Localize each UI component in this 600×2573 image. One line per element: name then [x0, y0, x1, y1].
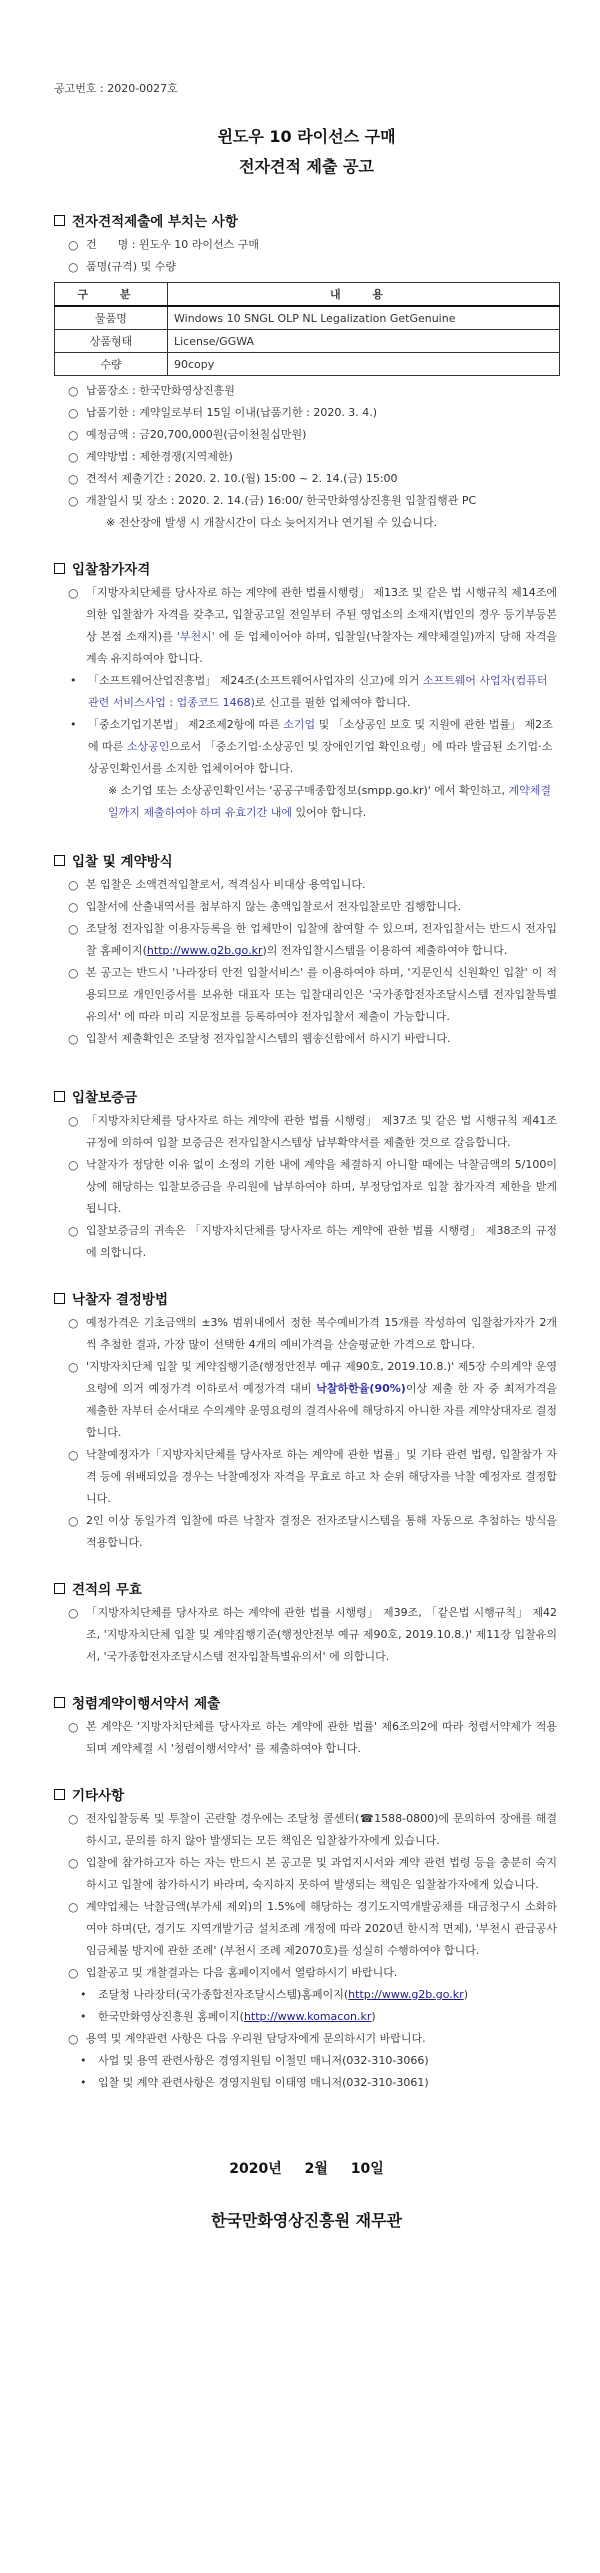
section-heading: 낙찰자 결정방법: [54, 1288, 557, 1308]
note-text: ※ 소기업 또는 소상공인확인서는 '공공구매종합정보(smpp.go.kr)' 에서 확인하고, 계약체결일까지 제출하여야 하며 유효기간 내에 있어야 합니다.: [108, 784, 552, 819]
table-row: [55, 330, 560, 353]
square-bullet-icon: [54, 855, 65, 866]
highlight-text: 소상공인: [126, 740, 170, 753]
g2b-link[interactable]: http://www.g2b.go.kr: [146, 944, 263, 957]
list-item: ○ 예정금액 : 금20,700,000원(금이천칠십만원): [56, 424, 557, 446]
circle-bullet-icon: ○: [68, 900, 79, 914]
section-bidding-method: [56, 850, 557, 1050]
section-invalid-quote: [56, 1578, 557, 1668]
highlight-text: 소기업: [283, 718, 316, 731]
list-item: ○ 조달청 전자입찰 이용자등록을 한 업체만이 입찰에 참여할 수 있으며, 전자입찰서는 반드시 전자입찰 홈페이지(http://www.g2b.go.kr)의 전자입찰시스템을 이용하여 제출하여야 합니다.: [56, 918, 557, 962]
list-item: ○ 전자입찰등록 및 투찰이 곤란할 경우에는 조달청 콜센터(☎1588-0800)에 문의하여 장애를 해결하시고, 문의를 하지 않아 발생되는 모든 책임은 입찰참가자에게 있습니다.: [56, 1808, 557, 1852]
list-item: ○ 건 명 : 윈도우 10 라이선스 구매: [56, 234, 557, 256]
square-bullet-icon: [54, 1697, 65, 1708]
circle-bullet-icon: ○: [68, 586, 79, 600]
list-item: ○ 용역 및 계약관련 사항은 다음 우리원 담당자에게 문의하시기 바랍니다.: [56, 2028, 557, 2050]
section-heading: 입찰참가자격: [54, 558, 557, 578]
table-header-row: [55, 283, 560, 307]
table-row: [55, 306, 560, 330]
section-heading: 기타사항: [54, 1784, 557, 1804]
circle-bullet-icon: ○: [68, 1720, 79, 1734]
list-item: ○ 입찰서에 산출내역서를 첨부하지 않는 총액입찰로서 전자입찰로만 집행합니다.: [56, 896, 557, 918]
list-item: ○ 납품장소 : 한국만화영상진흥원: [56, 380, 557, 402]
circle-bullet-icon: ○: [68, 384, 79, 398]
list-item: ○ 본 입찰은 소액견적입찰로서, 적격심사 비대상 용역입니다.: [56, 874, 557, 896]
g2b-homepage-link[interactable]: http://www.g2b.go.kr: [348, 1988, 464, 2001]
table-row: [55, 353, 560, 376]
title-line-1: 윈도우 10 라이선스 구매: [217, 127, 396, 146]
list-item: ○ 낙찰예정자가「지방자치단체를 당사자로 하는 계약에 관한 법률」및 기타 관련 법령, 입찰참가 자격 등에 위배되었을 경우는 낙찰예정자 자격을 무효로 하고 차 순위 해당자를 낙찰 예정자로 결정합니다.: [56, 1444, 557, 1510]
bullet-item: • 한국만화영상진흥원 홈페이지(http://www.komacon.kr): [66, 2006, 557, 2028]
section-heading: 입찰 및 계약방식: [54, 850, 557, 870]
list-item: ○ 낙찰자가 정당한 이유 없이 소정의 기한 내에 계약을 체결하지 아니할 때에는 낙찰금액의 5/100이상에 해당하는 입찰보증금을 우리원에 납부하여야 하며, 부정당업자로 입찰 참가자격 제한을 받게 됩니다.: [56, 1154, 557, 1220]
square-bullet-icon: [54, 1091, 65, 1102]
issue-date: 2020년 2월 10일: [229, 2161, 384, 2177]
issuing-organization: 한국만화영상진흥원 재무관: [210, 2211, 403, 2230]
circle-bullet-icon: ○: [68, 1224, 79, 1238]
list-item: ○ 입찰에 참가하고자 하는 자는 반드시 본 공고문 및 과업지시서와 계약 관련 법령 등을 충분히 숙지하시고 입찰에 참가하시기 바라며, 숙지하지 못하여 발생되는 책임은 입찰참가자에게 있습니다.: [56, 1852, 557, 1896]
square-bullet-icon: [54, 1293, 65, 1304]
table-cell-value: Windows 10 SNGL OLP NL Legalization GetGenuine: [168, 306, 560, 330]
list-item: ○ 개찰일시 및 장소 : 2020. 2. 14.(금) 16:00/ 한국만화영상진흥원 입찰집행관 PC: [56, 490, 557, 512]
circle-bullet-icon: ○: [68, 1900, 79, 1914]
table-cell-label: 수량: [55, 353, 168, 376]
square-bullet-icon: [54, 215, 65, 226]
list-item: ○ 입찰보증금의 귀속은 「지방자치단체를 당사자로 하는 계약에 관한 법률 시행령」 제38조의 규정에 의합니다.: [56, 1220, 557, 1264]
title-line-2: 전자견적 제출 공고: [239, 157, 374, 176]
notice-number: 공고번호 : 2020-0027호: [54, 82, 178, 95]
circle-bullet-icon: ○: [68, 450, 79, 464]
circle-bullet-icon: ○: [68, 966, 79, 980]
circle-bullet-icon: ○: [68, 1966, 79, 1980]
dot-bullet-icon: •: [80, 2076, 87, 2089]
contact-item: • 입찰 및 계약 관련사항은 경영지원팀 이태영 매니저(032-310-3061): [66, 2072, 557, 2094]
highlight-text: 낙찰하한율(90%): [316, 1382, 406, 1395]
circle-bullet-icon: ○: [68, 428, 79, 442]
circle-bullet-icon: ○: [68, 472, 79, 486]
dot-bullet-icon: •: [80, 2054, 87, 2067]
circle-bullet-icon: ○: [68, 1812, 79, 1826]
highlight-text: 소프트웨어 사업자(컴퓨터 관련 서비스사업 : 업종코드 1468): [88, 674, 548, 709]
circle-bullet-icon: ○: [68, 406, 79, 420]
highlight-text: 계약체결일까지 제출하여야 하며 유효기간 내에: [108, 784, 552, 819]
list-item: ○ 입찰서 제출확인은 조달청 전자입찰시스템의 웹송신함에서 하시기 바랍니다.: [56, 1028, 557, 1050]
list-item: ○ 계약업체는 낙찰금액(부가세 제외)의 1.5%에 해당하는 경기도지역개발공채를 대금청구시 소화하여야 하며(단, 경기도 지역개발기금 설치조례 개정에 따라 2020년 한시적 면제), '부천시 관급공사 임금체불 방지에 관한 조례' (부천시 조례 제2070호)를 성실히 수행하여야 합니다.: [56, 1896, 557, 1962]
section-other-matters: [56, 1784, 557, 2094]
dot-bullet-icon: •: [70, 718, 77, 731]
list-item: ○ 품명(규격) 및 수량: [56, 256, 557, 278]
bullet-item: • 「소프트웨어산업진흥법」 제24조(소프트웨어사업자의 신고)에 의거 소프트웨어 사업자(컴퓨터 관련 서비스사업 : 업종코드 1468)로 신고를 필한 업체여야 합니다.: [56, 670, 557, 714]
section-integrity-pledge: [56, 1692, 557, 1760]
circle-bullet-icon: ○: [68, 238, 79, 252]
circle-bullet-icon: ○: [68, 1856, 79, 1870]
list-item: ○ 견적서 제출기간 : 2020. 2. 10.(월) 15:00 ~ 2. 14.(금) 15:00: [56, 468, 557, 490]
list-item: ○ 본 공고는 반드시 '나라장터 안전 입찰서비스' 를 이용하여야 하며, '지문인식 신원확인 입찰' 이 적용되므로 개인인증서를 보유한 대표자 또는 입찰대리인은 '국가종합전자조달시스템 전자입찰특별유의서' 에 따라 미리 지문정보를 등록하여야 전자입찰서 제출이 가능합니다.: [56, 962, 557, 1028]
section-heading: 입찰보증금: [54, 1086, 557, 1106]
table-cell-value: License/GGWA: [168, 330, 560, 353]
list-item: ○ 「지방자치단체를 당사자로 하는 계약에 관한 법률 시행령」 제37조 및 같은 법 시행규칙 제41조 규정에 의하여 입찰 보증금은 전자입찰시스템상 납부확약서를 제출한 것으로 갈음합니다.: [56, 1110, 557, 1154]
note-text: ※ 전산장애 발생 시 개찰시간이 다소 늦어지거나 연기될 수 있습니다.: [106, 516, 438, 529]
circle-bullet-icon: ○: [68, 2032, 79, 2046]
bullet-item: • 「중소기업기본법」 제2조제2항에 따른 소기업 및 「소상공인 보호 및 지원에 관한 법률」 제2조에 따른 소상공인으로서 「중소기업·소상공인 및 장애인기업 확인요령」에 따라 발급된 소기업·소상공인확인서를 소지한 업체이어야 합니다.: [56, 714, 557, 780]
list-item: ○ '지방자치단체 입찰 및 계약집행기준(행정안전부 예규 제90호, 2019.10.8.)' 제5장 수의계약 운영요령에 의거 예정가격 이하로서 예정가격 대비 낙찰하한율(90%)이상 제출 한 자 중 최저가격을 제출한 자부터 순서대로 수의계약 운영요령의 결격사유에 해당하지 아니한 자를 계약상대자로 결정합니다.: [56, 1356, 557, 1444]
section-heading: 견적의 무효: [54, 1578, 557, 1598]
circle-bullet-icon: ○: [68, 1448, 79, 1462]
section-heading: 청렴계약이행서약서 제출: [54, 1692, 557, 1712]
highlight-text: '부천시': [176, 630, 215, 643]
table-cell-value: 90copy: [168, 353, 560, 376]
circle-bullet-icon: ○: [68, 922, 79, 936]
list-item: ○ 계약방법 : 제한경쟁(지역제한): [56, 446, 557, 468]
square-bullet-icon: [54, 1789, 65, 1800]
circle-bullet-icon: ○: [68, 1032, 79, 1046]
section-bid-bond: [56, 1086, 557, 1264]
dot-bullet-icon: •: [80, 1988, 87, 2001]
square-bullet-icon: [54, 1583, 65, 1594]
section-eligibility: [56, 558, 557, 824]
circle-bullet-icon: ○: [68, 494, 79, 508]
table-cell-label: 물품명: [55, 306, 168, 330]
section-award-method: [56, 1288, 557, 1554]
column-header: 구 분: [55, 283, 168, 307]
document-title: [56, 122, 557, 182]
list-item: ○ 「지방자치단체를 당사자로 하는 계약에 관한 법률 시행령」 제39조, 「같은법 시행규칙」 제42조, '지방자치단체 입찰 및 계약집행기준(행정안전부 예규 제90호, 2019.10.8.)' 제11장 입찰유의서, '국가종합전자조달시스템 전자입찰특별유의서' 에 의합니다.: [56, 1602, 557, 1668]
list-item: ○ 납품기한 : 계약일로부터 15일 이내(납품기한 : 2020. 3. 4.): [56, 402, 557, 424]
column-header: 내 용: [168, 283, 560, 307]
circle-bullet-icon: ○: [68, 1606, 79, 1620]
list-item: ○ 예정가격은 기초금액의 ±3% 범위내에서 정한 복수예비가격 15개를 작성하여 입찰참가자가 2개씩 추첨한 결과, 가장 많이 선택한 4개의 예비가격을 산술평균한 가격으로 합니다.: [56, 1312, 557, 1356]
list-item: ○ 2인 이상 동일가격 입찰에 따른 낙찰자 결정은 전자조달시스템을 통해 자동으로 추첨하는 방식을 적용합니다.: [56, 1510, 557, 1554]
square-bullet-icon: [54, 563, 65, 574]
list-item: ○ 「지방자치단체를 당사자로 하는 계약에 관한 법률시행령」 제13조 및 같은 법 시행규칙 제14조에 의한 입찰참가 자격을 갖추고, 입찰공고일 전일부터 주된 영업소의 소재지(법인의 경우 등기부등본상 본점 소재지)를 '부천시' 에 둔 업체이어야 하며, 입찰일(낙찰자는 계약체결일)까지 당해 자격을 계속 유지하여야 합니다.: [56, 582, 557, 670]
spec-table: [54, 282, 560, 376]
circle-bullet-icon: ○: [68, 1316, 79, 1330]
list-item: ○ 입찰공고 및 개찰결과는 다음 홈페이지에서 열람하시기 바랍니다.: [56, 1962, 557, 1984]
circle-bullet-icon: ○: [68, 1158, 79, 1172]
circle-bullet-icon: ○: [68, 260, 79, 274]
dot-bullet-icon: •: [70, 674, 77, 687]
komacon-homepage-link[interactable]: http://www.komacon.kr: [243, 2010, 372, 2023]
section-heading: 전자견적제출에 부치는 사항: [54, 210, 557, 230]
circle-bullet-icon: ○: [68, 1360, 79, 1374]
table-cell-label: 상품형태: [55, 330, 168, 353]
circle-bullet-icon: ○: [68, 1114, 79, 1128]
list-item: ○ 본 계약은 '지방자치단체를 당사자로 하는 계약에 관한 법률' 제6조의2에 따라 청렴서약제가 적용되며 계약체결 시 '청렴이행서약서' 를 제출하여야 합니다.: [56, 1716, 557, 1760]
section-submission-details: [56, 210, 557, 534]
bullet-item: • 조달청 나라장터(국가종합전자조달시스템)홈페이지(http://www.g2b.go.kr): [66, 1984, 557, 2006]
circle-bullet-icon: ○: [68, 1514, 79, 1528]
dot-bullet-icon: •: [80, 2010, 87, 2023]
circle-bullet-icon: ○: [68, 878, 79, 892]
contact-item: • 사업 및 용역 관련사항은 경영지원팀 이철민 매니저(032-310-3066): [66, 2050, 557, 2072]
